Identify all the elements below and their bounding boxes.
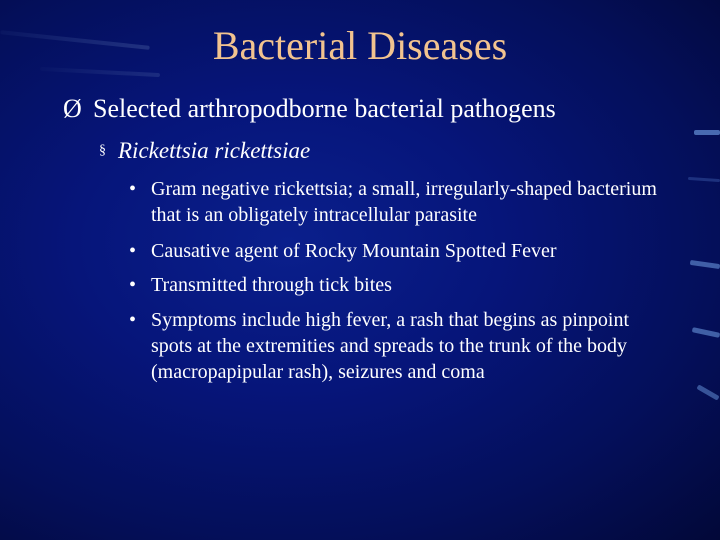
bullet-level3-item (129, 176, 669, 228)
arrow-bullet-icon: Ø (63, 94, 82, 123)
bullet-level2 (99, 136, 310, 166)
background-streak (694, 130, 720, 135)
bullet-level3-item (129, 238, 669, 264)
bullet-level3-text: Causative agent of Rocky Mountain Spotted Fever (151, 240, 557, 262)
background-streak (688, 177, 720, 182)
background-streak (696, 384, 719, 400)
dot-bullet-icon: • (129, 240, 137, 262)
dot-bullet-icon: • (129, 274, 137, 296)
bullet-level2-text: Rickettsia rickettsiae (118, 138, 311, 163)
square-bullet-icon: § (99, 143, 106, 158)
bullet-level3-item (129, 307, 669, 385)
bullet-level3-text: Transmitted through tick bites (151, 274, 392, 296)
bullet-level1 (63, 92, 556, 126)
background-streak (692, 327, 720, 338)
bullet-level1-text: Selected arthropodborne bacterial pathogens (93, 94, 556, 123)
dot-bullet-icon: • (129, 309, 137, 331)
slide-title: Bacterial Diseases (212, 23, 508, 68)
bullet-level3-item (129, 272, 669, 298)
bullet-level3-text: Symptoms include high fever, a rash that begins as pinpoint spots at the extremities and spreads to the trunk of the body (macropapipular rash), seizures and coma (151, 309, 630, 383)
background-streak (690, 260, 720, 269)
bullet-level3-text: Gram negative rickettsia; a small, irregularly-shaped bacterium that is an obligately intracellular parasite (151, 178, 657, 226)
dot-bullet-icon: • (129, 178, 137, 200)
